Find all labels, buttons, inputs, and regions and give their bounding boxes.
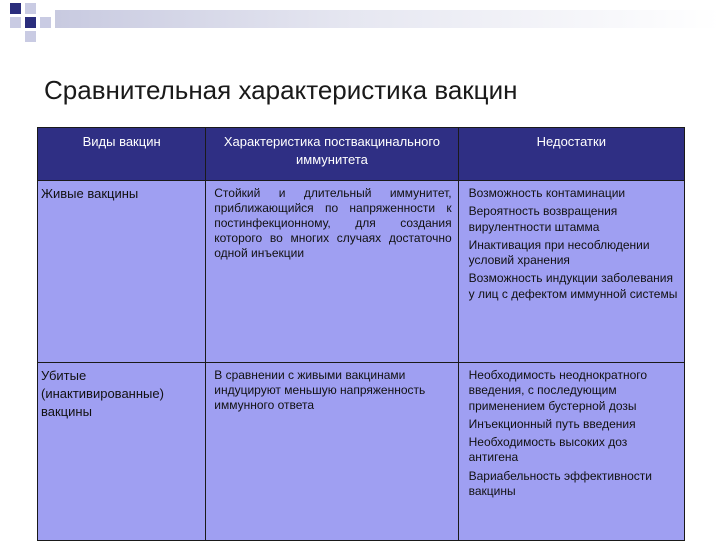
header-drawbacks: Недостатки	[458, 128, 684, 181]
drawback-item: Вариабельность эффективности вакцины	[468, 468, 653, 499]
drawbacks-cell	[458, 181, 684, 363]
vaccine-type-cell: Убитые (инактивированные) вакцины	[38, 363, 206, 541]
decor-header-bar	[55, 10, 720, 28]
decor-square-light-3	[40, 17, 51, 28]
drawback-item: Необходимость неоднократного введения, с последующим применением бустерной дозы	[468, 368, 648, 413]
drawback-item: Возможность индукции заболевания у лиц с дефектом иммунной системы	[468, 271, 678, 301]
drawback-item: Необходимость высоких доз антигена	[468, 435, 628, 465]
drawback-item: Инактивация при несоблюдении условий хранения	[468, 237, 650, 268]
table-row	[38, 181, 685, 363]
drawbacks-cell	[458, 363, 684, 541]
decor-square-dark-1	[10, 3, 21, 14]
table-header-row	[38, 128, 685, 181]
table-row	[38, 363, 685, 541]
decor-square-dark-2	[25, 17, 36, 28]
drawback-item: Возможность контаминации	[468, 186, 626, 200]
header-vaccine-types: Виды вакцин	[38, 128, 206, 181]
decor-square-light-4	[25, 31, 36, 42]
drawback-item: Инъекционный путь введения	[468, 416, 636, 431]
vaccine-type-cell: Живые вакцины	[38, 181, 206, 363]
vaccine-comparison-table	[37, 127, 685, 541]
header-immunity-characteristic: Характеристика поствакцинального иммунитета	[206, 128, 458, 181]
decor-square-light-2	[10, 17, 21, 28]
characteristic-cell: В сравнении с живыми вакцинами индуцируют меньшую напряженность иммунного ответа	[206, 363, 458, 541]
characteristic-cell: Стойкий и длительный иммунитет, приближающийся по напряженности к постинфекционному, для создания которого во многих случаях достаточно одной инъекции	[206, 181, 458, 363]
slide-title: Сравнительная характеристика вакцин	[44, 75, 518, 105]
drawback-item: Вероятность возвращения вирулентности штамма	[468, 204, 618, 234]
decor-square-light-1	[25, 3, 36, 14]
